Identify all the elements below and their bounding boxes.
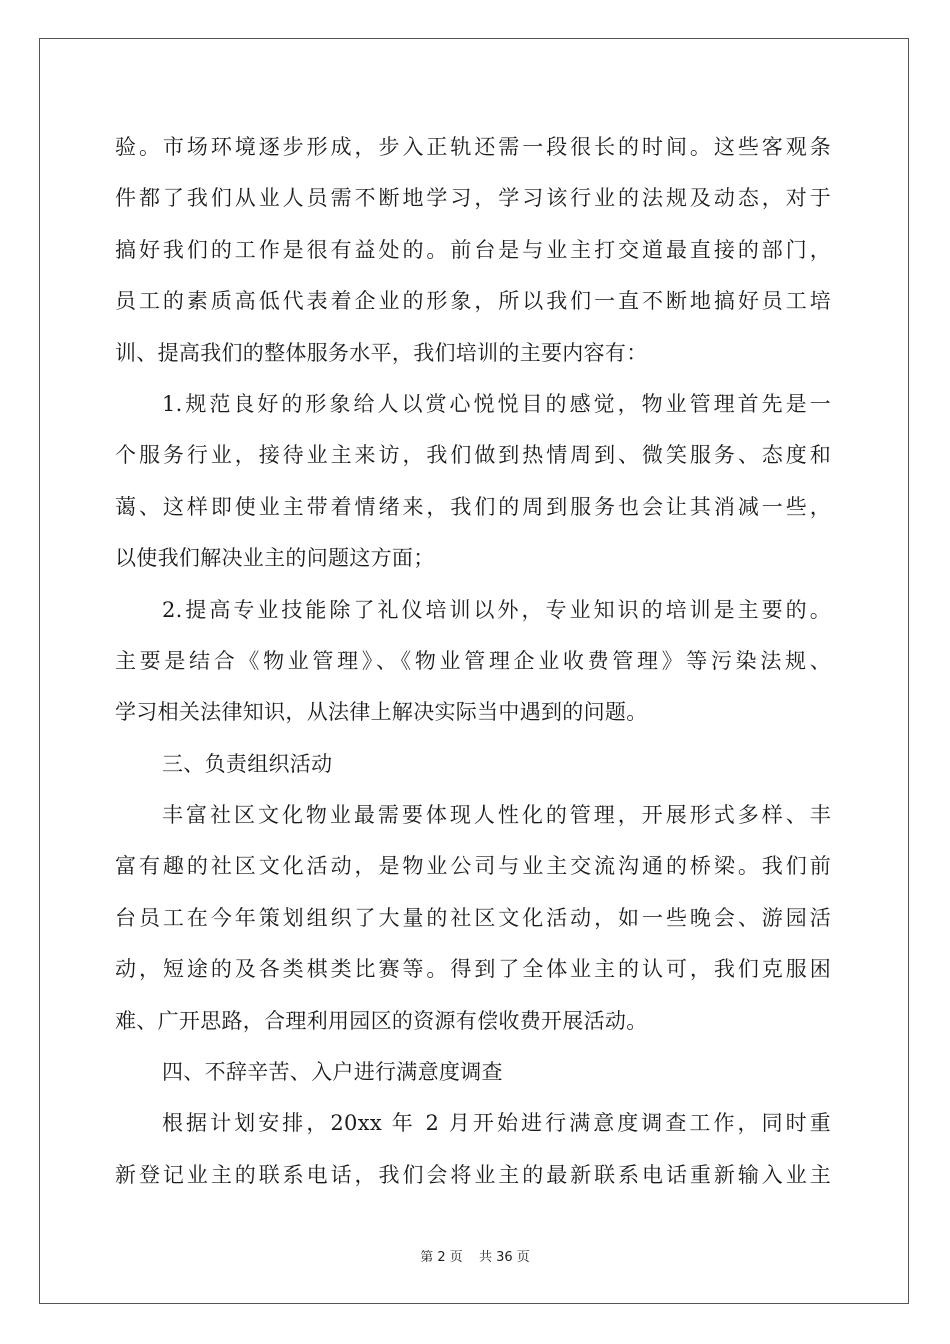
text-line: 根据计划安排，20xx 年 2 月开始进行满意度调查工作，同时重	[162, 1111, 831, 1136]
text-line: 1.规范良好的形象给人以赏心悦悦目的感觉，物业管理首先是一	[162, 391, 831, 416]
text-line: 个服务行业，接待业主来访，我们做到热情周到、微笑服务、态度和	[115, 443, 831, 468]
page-footer	[0, 1246, 950, 1265]
text-line: 员工的素质高低代表着企业的形象，所以我们一直不断地搞好员工培	[115, 289, 831, 314]
text-line: 三、负责组织活动	[162, 751, 333, 776]
text-line: 动，短途的及各类棋类比赛等。得到了全体业主的认可，我们克服困	[115, 957, 831, 982]
text-line: 搞好我们的工作是很有益处的。前台是与业主打交道最直接的部门，	[115, 237, 831, 262]
text-line: 四、不辞辛苦、入户进行满意度调查	[162, 1060, 503, 1085]
text-line: 2.提高专业技能除了礼仪培训以外，专业知识的培训是主要的。	[162, 597, 831, 622]
text-line: 件都了我们从业人员需不断地学习，学习该行业的法规及动态，对于	[115, 186, 831, 211]
text-line: 训、提高我们的整体服务水平，我们培训的主要内容有：	[115, 340, 648, 365]
document-body	[115, 122, 831, 1201]
text-line: 富有趣的社区文化活动，是物业公司与业主交流沟通的桥梁。我们前	[115, 854, 831, 879]
page-total: 共 36 页	[478, 1250, 530, 1265]
page-number: 第 2 页	[420, 1250, 463, 1265]
text-line: 学习相关法律知识，从法律上解决实际当中遇到的问题。	[115, 700, 648, 725]
text-line: 丰富社区文化物业最需要体现人性化的管理，开展形式多样、丰	[162, 803, 831, 828]
text-line: 以使我们解决业主的问题这方面；	[115, 546, 435, 571]
text-line: 新登记业主的联系电话，我们会将业主的最新联系电话重新输入业主	[115, 1162, 831, 1187]
text-line: 难、广开思路，合理利用园区的资源有偿收费开展活动。	[115, 1008, 648, 1033]
text-line: 主要是结合《物业管理》、《物业管理企业收费管理》等污染法规、	[115, 648, 831, 673]
text-line: 台员工在今年策划组织了大量的社区文化活动，如一些晚会、游园活	[115, 905, 831, 930]
text-line: 验。市场环境逐步形成，步入正轨还需一段很长的时间。这些客观条	[115, 135, 831, 159]
text-line: 蔼、这样即使业主带着情绪来，我们的周到服务也会让其消减一些，	[115, 494, 831, 519]
